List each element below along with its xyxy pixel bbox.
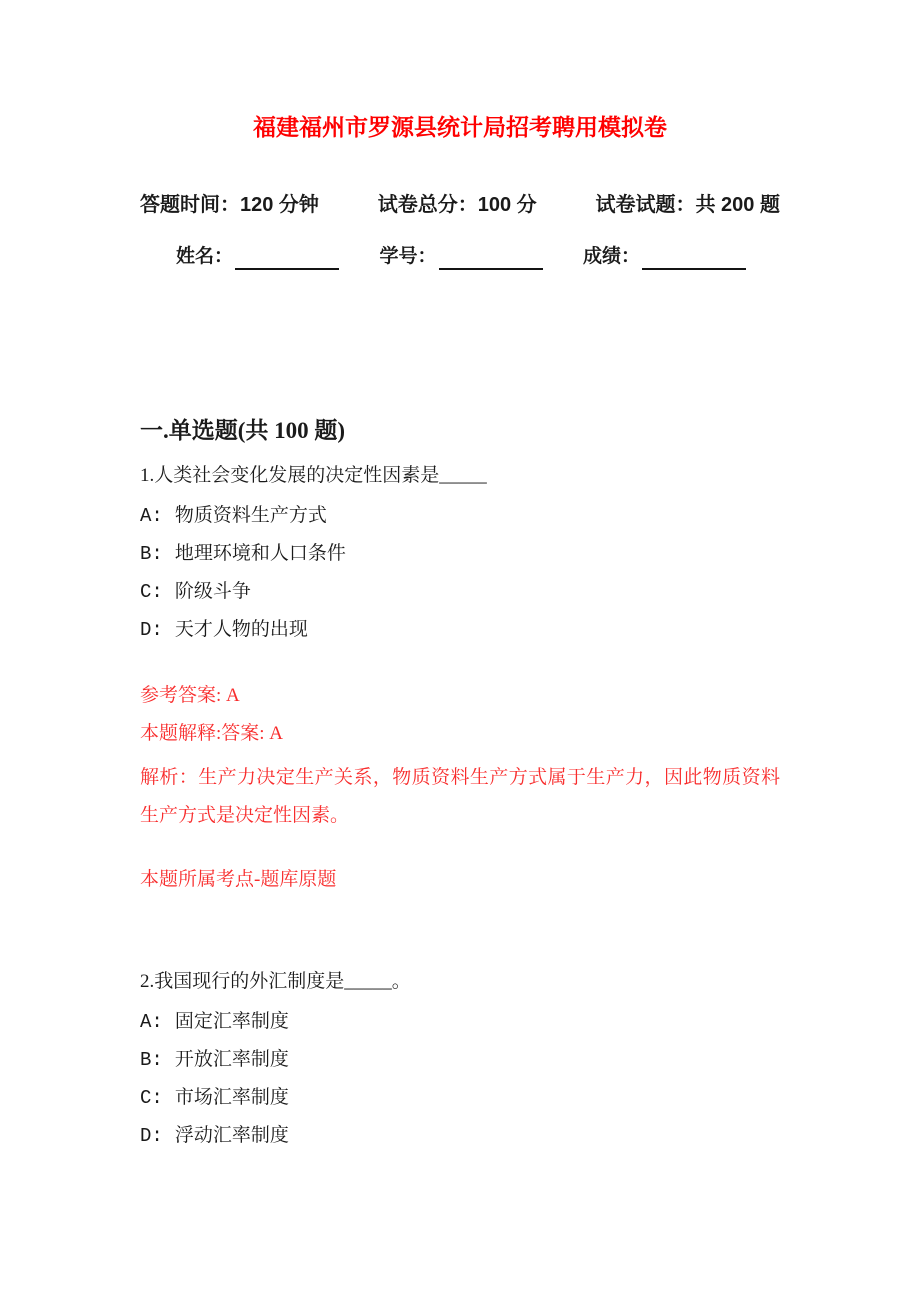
name-field xyxy=(176,243,339,270)
student-id-blank-line xyxy=(439,248,543,270)
question-1-option-a xyxy=(140,503,780,529)
section-heading: 一.单选题(共 100 题) xyxy=(140,418,346,443)
option-letter: A: xyxy=(140,505,163,527)
exam-title: 福建福州市罗源县统计局招考聘用模拟卷 xyxy=(253,114,667,140)
question-2-option-d xyxy=(140,1123,780,1149)
option-text: 天才人物的出现 xyxy=(174,619,308,640)
knowledge-point: 本题所属考点-题库原题 xyxy=(140,869,337,890)
score-field-label: 成绩： xyxy=(582,246,640,267)
option-text: 市场汇率制度 xyxy=(174,1087,289,1108)
meta-question-count-value: 共 200 题 xyxy=(695,194,780,216)
question-1-answer-block xyxy=(140,683,780,835)
answer-analysis: 解析：生产力决定生产关系，物质资料生产方式属于生产力，因此物质资料生产方式是决定性因素。 xyxy=(140,767,780,826)
meta-total-score xyxy=(378,192,537,219)
option-letter: C: xyxy=(140,1087,163,1109)
option-text: 固定汇率制度 xyxy=(174,1011,289,1032)
name-field-label: 姓名： xyxy=(176,246,234,267)
question-2-option-b xyxy=(140,1047,780,1073)
meta-question-count-label: 试卷试题： xyxy=(595,194,696,216)
question-block-2 xyxy=(140,969,780,1149)
question-2-option-a xyxy=(140,1009,780,1035)
option-letter: C: xyxy=(140,581,163,603)
option-letter: D: xyxy=(140,1125,163,1147)
question-1-text: 1.人类社会变化发展的决定性因素是_____ xyxy=(140,465,487,486)
option-letter: D: xyxy=(140,619,163,641)
question-block-1 xyxy=(140,463,780,893)
name-blank-line xyxy=(235,248,339,270)
meta-total-score-value: 100 分 xyxy=(477,194,537,216)
meta-duration xyxy=(140,192,319,219)
option-letter: B: xyxy=(140,1049,163,1071)
score-blank-line xyxy=(642,248,746,270)
option-text: 地理环境和人口条件 xyxy=(174,543,346,564)
question-1-option-b xyxy=(140,541,780,567)
student-id-field xyxy=(379,243,542,270)
answer-explanation: 本题解释:答案: A xyxy=(140,723,284,744)
meta-duration-label: 答题时间： xyxy=(140,194,240,216)
score-field xyxy=(583,243,746,270)
exam-meta-row xyxy=(140,192,780,219)
question-1-option-d xyxy=(140,617,780,643)
meta-duration-value: 120 分钟 xyxy=(240,194,319,216)
question-2-option-c xyxy=(140,1085,780,1111)
question-1-option-c xyxy=(140,579,780,605)
student-id-field-label: 学号： xyxy=(379,246,437,267)
meta-question-count xyxy=(596,192,780,219)
question-1-options xyxy=(140,503,780,643)
option-text: 物质资料生产方式 xyxy=(174,505,327,526)
meta-total-score-label: 试卷总分： xyxy=(377,194,478,216)
reference-answer: 参考答案: A xyxy=(140,685,240,706)
question-2-text: 2.我国现行的外汇制度是_____。 xyxy=(140,971,411,992)
option-letter: A: xyxy=(140,1011,163,1033)
option-text: 阶级斗争 xyxy=(174,581,251,602)
question-2-options xyxy=(140,1009,780,1149)
option-text: 浮动汇率制度 xyxy=(174,1125,289,1146)
option-letter: B: xyxy=(140,543,163,565)
student-info-row xyxy=(140,243,780,270)
option-text: 开放汇率制度 xyxy=(174,1049,289,1070)
